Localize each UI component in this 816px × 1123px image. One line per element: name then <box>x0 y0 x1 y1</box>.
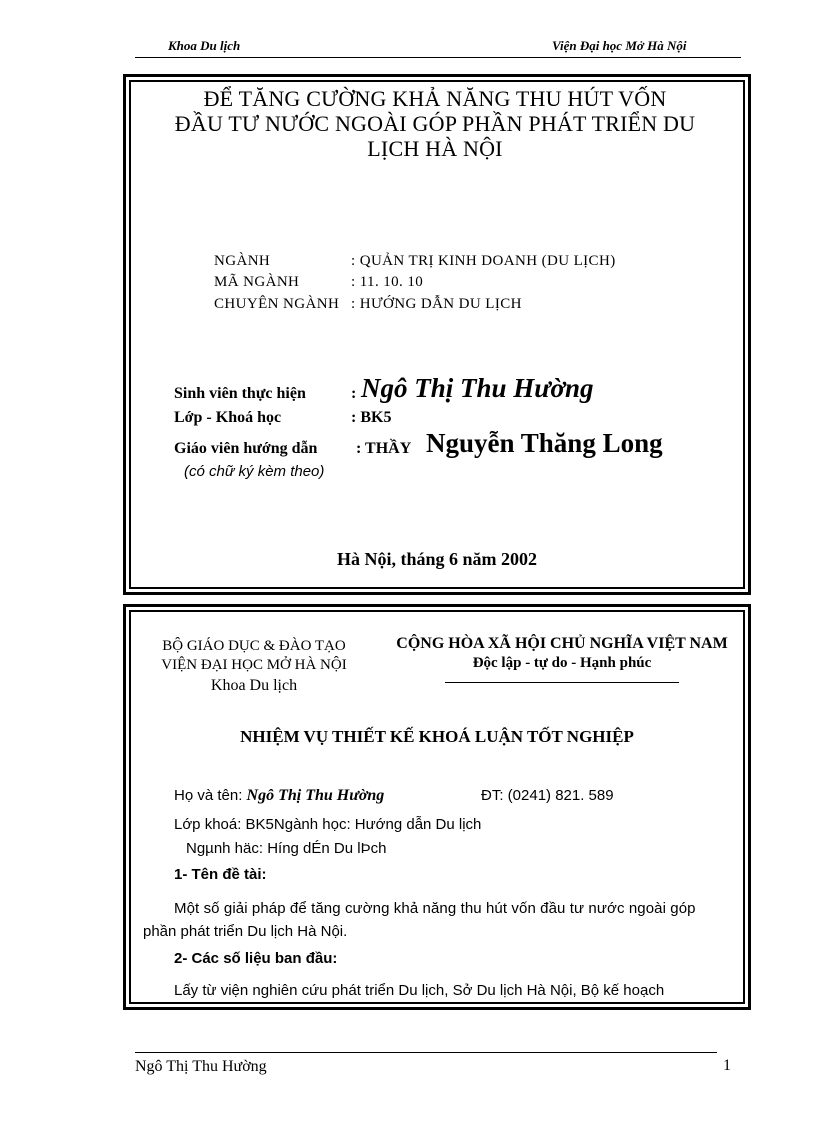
major-code-label: MÃ NGÀNH <box>214 274 300 290</box>
advisor-name: Nguyễn Thăng Long <box>426 428 663 458</box>
faculty-name: Khoa Du lịch <box>210 677 298 694</box>
major-label: NGÀNH <box>214 253 271 269</box>
signature-note: (có chữ ký kèm theo) <box>184 463 325 480</box>
student-name: Ngô Thị Thu Hường <box>361 373 594 403</box>
student-colon: : <box>351 385 357 402</box>
specialization-label: CHUYÊN NGÀNH <box>214 296 340 312</box>
institute-name: VIỆN ĐẠI HỌC MỞ HÀ NỘI <box>161 657 347 673</box>
advisor-prefix: : THẦY <box>356 440 412 457</box>
republic-name: CỘNG HÒA XÃ HỘI CHỦ NGHĨA VIỆT NAM <box>396 635 728 652</box>
header-left: Khoa Du lịch <box>168 38 241 53</box>
specialization-value: : HƯỚNG DẪN DU LỊCH <box>351 296 522 312</box>
footer-rule <box>135 1052 717 1053</box>
name-row <box>174 787 384 805</box>
garbled-major-line: Ngµnh häc: Híng dÉn Du lÞch <box>186 840 387 857</box>
phone: ĐT: (0241) 821. 589 <box>481 787 614 804</box>
class-label: Lớp - Khoá học <box>174 409 282 426</box>
section-1-label: 1- Tên đề tài: <box>174 866 267 883</box>
task-heading: NHIỆM VỤ THIẾT KẾ KHOÁ LUẬN TỐT NGHIỆP <box>240 727 634 746</box>
name-value: Ngô Thị Thu Hường <box>246 787 385 804</box>
section-2-label: 2- Các số liệu ban đầu: <box>174 950 338 967</box>
class-value: : BK5 <box>351 409 392 426</box>
motto-rule <box>445 682 679 683</box>
name-label: Họ và tên: <box>174 787 243 804</box>
ministry-name: BỘ GIÁO DỤC & ĐÀO TẠO <box>162 638 346 654</box>
section-1-text-line-2: phần phát triển Du lịch Hà Nội. <box>143 923 348 940</box>
section-1-text-line-1: Một số giải pháp để tăng cường khả năng thu hút vốn đầu tư nước ngoài góp <box>174 900 696 917</box>
student-label: Sinh viên thực hiện <box>174 385 306 402</box>
republic-block <box>386 635 738 672</box>
title-line-3: LỊCH HÀ NỘI <box>367 136 503 161</box>
header-rule <box>135 57 741 58</box>
title-line-1: ĐỂ TĂNG CƯỜNG KHẢ NĂNG THU HÚT VỐN <box>203 86 667 111</box>
thesis-title <box>150 86 720 161</box>
advisor-label: Giáo viên hướng dẫn <box>174 440 318 457</box>
class-major-line: Lớp khoá: BK5Ngành học: Hướng dẫn Du lịch <box>174 816 482 833</box>
page-number: 1 <box>723 1057 731 1074</box>
footer-author: Ngô Thị Thu Hường <box>135 1058 267 1075</box>
section-2-text: Lấy từ viện nghiên cứu phát triển Du lịch, Sở Du lịch Hà Nội, Bộ kế hoạch <box>174 982 665 999</box>
title-line-2: ĐẦU TƯ NƯỚC NGOÀI GÓP PHẦN PHÁT TRIỂN DU <box>174 111 696 136</box>
major-code-value: : 11. 10. 10 <box>351 274 424 290</box>
cover-date: Hà Nội, tháng 6 năm 2002 <box>336 549 538 569</box>
major-value: : QUẢN TRỊ KINH DOANH (DU LỊCH) <box>351 253 616 269</box>
ministry-block <box>140 637 368 695</box>
motto: Độc lập - tự do - Hạnh phúc <box>472 655 652 671</box>
header-right: Viện Đại học Mở Hà Nội <box>552 38 687 53</box>
